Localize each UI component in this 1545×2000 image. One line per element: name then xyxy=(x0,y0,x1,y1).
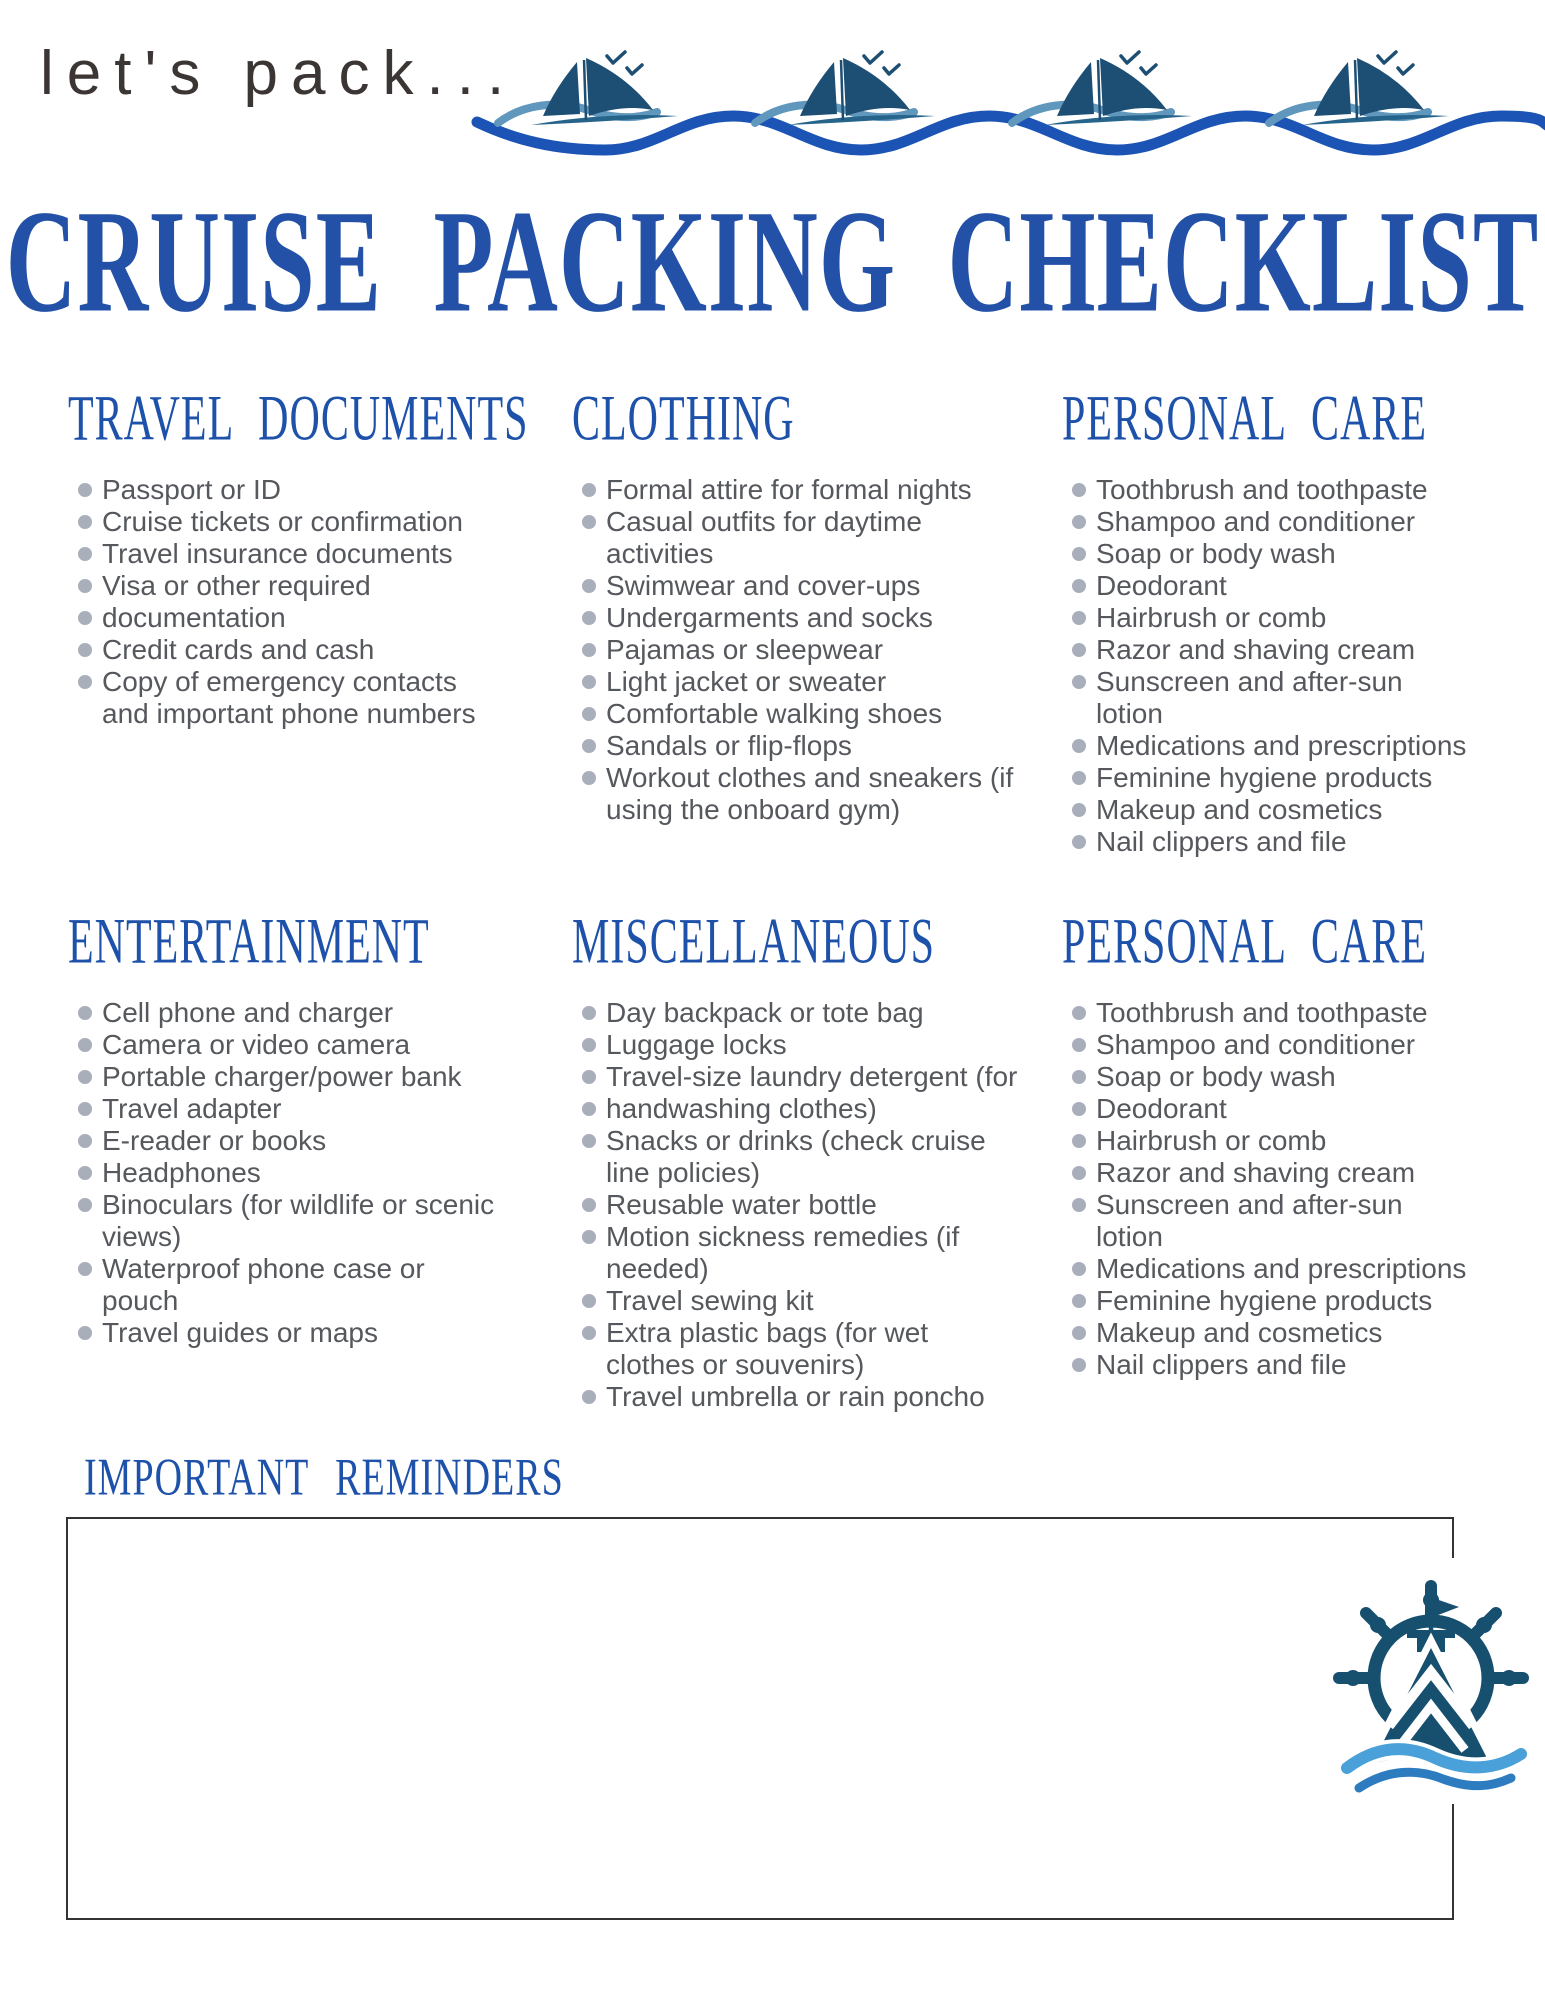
checklist-item-label: Snacks or drinks (check cruise line policies) xyxy=(606,1125,986,1188)
bullet-dot-icon xyxy=(582,643,596,657)
bullet-dot-icon xyxy=(78,547,92,561)
checklist-item xyxy=(572,1381,1022,1413)
checklist-item-label: Hairbrush or comb xyxy=(1096,1125,1327,1156)
checklist-item xyxy=(68,666,508,730)
checklist-item xyxy=(68,538,508,570)
checklist-item-label: Medications and prescriptions xyxy=(1096,730,1467,761)
checklist-item-label: Makeup and cosmetics xyxy=(1096,794,1383,825)
bullet-dot-icon xyxy=(1072,1262,1086,1276)
bullet-dot-icon xyxy=(1072,1006,1086,1020)
checklist-item xyxy=(572,634,1022,666)
bullet-dot-icon xyxy=(582,579,596,593)
bullet-dot-icon xyxy=(78,1134,92,1148)
checklist-item xyxy=(68,1253,508,1317)
checklist-item xyxy=(572,698,1022,730)
checklist-item xyxy=(68,1125,508,1157)
checklist-item xyxy=(1062,762,1512,794)
bullet-dot-icon xyxy=(1072,771,1086,785)
bullet-dot-icon xyxy=(1072,483,1086,497)
checklist-item-label: Hairbrush or comb xyxy=(1096,602,1327,633)
section-clothing xyxy=(572,383,1022,826)
checklist-item-label: Deodorant xyxy=(1096,570,1227,601)
checklist-item-label: Formal attire for formal nights xyxy=(606,474,972,505)
bullet-dot-icon xyxy=(1072,1134,1086,1148)
checklist-item xyxy=(1062,1093,1512,1125)
checklist-item-label: Shampoo and conditioner xyxy=(1096,1029,1416,1060)
checklist-item xyxy=(1062,997,1512,1029)
bullet-dot-icon xyxy=(78,1166,92,1180)
checklist-item xyxy=(1062,474,1512,506)
bullet-dot-icon xyxy=(1072,643,1086,657)
bullet-dot-icon xyxy=(78,1198,92,1212)
bullet-dot-icon xyxy=(1072,547,1086,561)
checklist-item xyxy=(572,666,1022,698)
bullet-dot-icon xyxy=(78,515,92,529)
checklist-item-label: Extra plastic bags (for wet clothes or souvenirs) xyxy=(606,1317,929,1380)
section-miscellaneous xyxy=(572,906,1022,1413)
checklist-item-label: Comfortable walking shoes xyxy=(606,698,943,729)
bullet-dot-icon xyxy=(1072,1102,1086,1116)
bullet-dot-icon xyxy=(1072,611,1086,625)
bullet-dot-icon xyxy=(582,1006,596,1020)
checklist-item-label: Razor and shaving cream xyxy=(1096,634,1416,665)
bullet-dot-icon xyxy=(582,771,596,785)
section-title: PERSONAL CARE xyxy=(1062,383,1427,456)
checklist-item xyxy=(572,602,1022,634)
checklist-item xyxy=(572,762,1022,826)
bullet-dot-icon xyxy=(582,675,596,689)
checklist-item-label: Visa or other required xyxy=(102,570,371,601)
checklist-item-label: Shampoo and conditioner xyxy=(1096,506,1416,537)
checklist-item xyxy=(572,1221,1022,1285)
checklist-item xyxy=(572,474,1022,506)
checklist-item xyxy=(68,1061,508,1093)
section-title: ENTERTAINMENT xyxy=(68,906,430,979)
section-personal-care-2 xyxy=(1062,906,1512,1381)
checklist-item xyxy=(1062,730,1512,762)
bullet-dot-icon xyxy=(78,579,92,593)
checklist xyxy=(1062,474,1512,858)
section-personal-care-1 xyxy=(1062,383,1512,858)
checklist-item xyxy=(1062,666,1512,730)
checklist-item xyxy=(68,1157,508,1189)
bullet-dot-icon xyxy=(78,1102,92,1116)
bullet-dot-icon xyxy=(582,707,596,721)
checklist-item-label: Cell phone and charger xyxy=(102,997,394,1028)
checklist-item xyxy=(1062,634,1512,666)
bullet-dot-icon xyxy=(78,1326,92,1340)
checklist-item-label: Light jacket or sweater xyxy=(606,666,887,697)
checklist-item xyxy=(1062,1157,1512,1189)
checklist-item xyxy=(572,1285,1022,1317)
bullet-dot-icon xyxy=(582,1134,596,1148)
checklist-item xyxy=(572,506,1022,570)
checklist-item-label: Travel insurance documents xyxy=(102,538,453,569)
checklist-item-label: Travel sewing kit xyxy=(606,1285,814,1316)
bullet-dot-icon xyxy=(78,611,92,625)
checklist-item-label: E-reader or books xyxy=(102,1125,327,1156)
checklist xyxy=(572,997,1022,1413)
checklist-item-label: Razor and shaving cream xyxy=(1096,1157,1416,1188)
checklist-item-label: documentation xyxy=(102,602,286,633)
checklist-item-label: Deodorant xyxy=(1096,1093,1227,1124)
checklist-item-label: Medications and prescriptions xyxy=(1096,1253,1467,1284)
checklist-item-label: Soap or body wash xyxy=(1096,538,1336,569)
checklist-item xyxy=(1062,826,1512,858)
section-title: PERSONAL CARE xyxy=(1062,906,1427,979)
bullet-dot-icon xyxy=(582,1198,596,1212)
reminders-title: IMPORTANT REMINDERS xyxy=(84,1448,564,1507)
checklist-item-label: Day backpack or tote bag xyxy=(606,997,924,1028)
checklist-item xyxy=(68,602,508,634)
bullet-dot-icon xyxy=(582,611,596,625)
bullet-dot-icon xyxy=(582,1326,596,1340)
checklist-item xyxy=(68,1189,508,1253)
section-title: CLOTHING xyxy=(572,383,795,456)
checklist-item xyxy=(68,506,508,538)
checklist-item-label: Camera or video camera xyxy=(102,1029,411,1060)
checklist-item-label: Travel umbrella or rain poncho xyxy=(606,1381,985,1412)
checklist-item xyxy=(1062,1317,1512,1349)
checklist-item xyxy=(572,730,1022,762)
bullet-dot-icon xyxy=(78,483,92,497)
checklist-item-label: Passport or ID xyxy=(102,474,281,505)
checklist-item-label: Waterproof phone case or pouch xyxy=(102,1253,425,1316)
bullet-dot-icon xyxy=(582,1070,596,1084)
bullet-dot-icon xyxy=(1072,1294,1086,1308)
bullet-dot-icon xyxy=(1072,739,1086,753)
bullet-dot-icon xyxy=(1072,1198,1086,1212)
checklist-item-label: Sunscreen and after-sun lotion xyxy=(1096,1189,1403,1252)
section-title: MISCELLANEOUS xyxy=(572,906,936,979)
checklist-item-label: Headphones xyxy=(102,1157,261,1188)
checklist-item-label: handwashing clothes) xyxy=(606,1093,877,1124)
checklist-item xyxy=(1062,506,1512,538)
checklist-item xyxy=(1062,794,1512,826)
section-title: TRAVEL DOCUMENTS xyxy=(68,383,529,456)
bullet-dot-icon xyxy=(582,515,596,529)
bullet-dot-icon xyxy=(78,1070,92,1084)
checklist-item-label: Copy of emergency contacts and important phone numbers xyxy=(102,666,476,729)
tagline: let's pack... xyxy=(40,39,518,108)
checklist-item-label: Sunscreen and after-sun lotion xyxy=(1096,666,1403,729)
checklist-item-label: Travel guides or maps xyxy=(102,1317,378,1348)
bullet-dot-icon xyxy=(582,1230,596,1244)
checklist-item xyxy=(68,997,508,1029)
checklist-item-label: Travel-size laundry detergent (for xyxy=(606,1061,1018,1092)
bullet-dot-icon xyxy=(1072,1166,1086,1180)
bullet-dot-icon xyxy=(582,1038,596,1052)
checklist-item-label: Toothbrush and toothpaste xyxy=(1096,474,1428,505)
checklist-item-label: Reusable water bottle xyxy=(606,1189,877,1220)
checklist-item-label: Sandals or flip-flops xyxy=(606,730,852,761)
checklist xyxy=(572,474,1022,826)
sailboat-wave-border xyxy=(455,28,1545,158)
checklist-item xyxy=(68,1029,508,1061)
checklist-item-label: Pajamas or sleepwear xyxy=(606,634,884,665)
bullet-dot-icon xyxy=(1072,675,1086,689)
bullet-dot-icon xyxy=(78,1038,92,1052)
checklist-item xyxy=(1062,1253,1512,1285)
checklist-item-label: Soap or body wash xyxy=(1096,1061,1336,1092)
checklist-item xyxy=(68,634,508,666)
bullet-dot-icon xyxy=(1072,579,1086,593)
checklist-item-label: Credit cards and cash xyxy=(102,634,375,665)
bullet-dot-icon xyxy=(1072,1326,1086,1340)
bullet-dot-icon xyxy=(78,1006,92,1020)
checklist-item xyxy=(1062,1125,1512,1157)
checklist-item-label: Portable charger/power bank xyxy=(102,1061,462,1092)
bullet-dot-icon xyxy=(78,1262,92,1276)
checklist xyxy=(68,997,508,1349)
checklist-item-label: Casual outfits for daytime activities xyxy=(606,506,922,569)
checklist-item-label: Motion sickness remedies (if needed) xyxy=(606,1221,960,1284)
checklist-item xyxy=(572,1093,1022,1125)
bullet-dot-icon xyxy=(582,1390,596,1404)
bullet-dot-icon xyxy=(1072,835,1086,849)
checklist-item-label: Cruise tickets or confirmation xyxy=(102,506,464,537)
checklist-item xyxy=(1062,602,1512,634)
checklist-item xyxy=(572,1029,1022,1061)
bullet-dot-icon xyxy=(1072,1070,1086,1084)
checklist-item xyxy=(1062,1061,1512,1093)
checklist-item xyxy=(1062,570,1512,602)
ship-wheel-logo xyxy=(1328,1558,1538,1804)
checklist-item xyxy=(1062,1285,1512,1317)
checklist-item-label: Travel adapter xyxy=(102,1093,282,1124)
checklist-item-label: Binoculars (for wildlife or scenic views) xyxy=(102,1189,495,1252)
checklist-item xyxy=(1062,538,1512,570)
checklist xyxy=(68,474,508,730)
checklist-item xyxy=(68,474,508,506)
checklist-item-label: Makeup and cosmetics xyxy=(1096,1317,1383,1348)
bullet-dot-icon xyxy=(1072,1038,1086,1052)
bullet-dot-icon xyxy=(1072,515,1086,529)
bullet-dot-icon xyxy=(78,675,92,689)
checklist-item xyxy=(572,997,1022,1029)
checklist-item-label: Feminine hygiene products xyxy=(1096,762,1433,793)
checklist-item xyxy=(1062,1029,1512,1061)
checklist-item-label: Undergarments and socks xyxy=(606,602,933,633)
bullet-dot-icon xyxy=(582,1102,596,1116)
bullet-dot-icon xyxy=(582,483,596,497)
section-entertainment xyxy=(68,906,508,1349)
checklist-item xyxy=(68,1093,508,1125)
checklist-item xyxy=(68,570,508,602)
bullet-dot-icon xyxy=(78,643,92,657)
checklist-item xyxy=(572,1189,1022,1221)
checklist-item-label: Swimwear and cover-ups xyxy=(606,570,921,601)
reminders-box xyxy=(66,1517,1454,1920)
checklist xyxy=(1062,997,1512,1381)
checklist-item xyxy=(572,1317,1022,1381)
checklist-item xyxy=(572,1061,1022,1093)
bullet-dot-icon xyxy=(582,739,596,753)
checklist-item-label: Feminine hygiene products xyxy=(1096,1285,1433,1316)
checklist-item xyxy=(1062,1189,1512,1253)
checklist-item xyxy=(572,1125,1022,1189)
checklist-item xyxy=(1062,1349,1512,1381)
checklist-item-label: Workout clothes and sneakers (if using the onboard gym) xyxy=(606,762,1014,825)
checklist-item-label: Luggage locks xyxy=(606,1029,787,1060)
bullet-dot-icon xyxy=(582,1294,596,1308)
checklist-item xyxy=(68,1317,508,1349)
checklist-item-label: Nail clippers and file xyxy=(1096,826,1347,857)
checklist-item xyxy=(572,570,1022,602)
checklist-item-label: Toothbrush and toothpaste xyxy=(1096,997,1428,1028)
page-title: CRUISE PACKING CHECKLIST xyxy=(5,181,1540,344)
checklist-item-label: Nail clippers and file xyxy=(1096,1349,1347,1380)
section-travel-documents xyxy=(68,383,529,730)
bullet-dot-icon xyxy=(1072,803,1086,817)
bullet-dot-icon xyxy=(1072,1358,1086,1372)
